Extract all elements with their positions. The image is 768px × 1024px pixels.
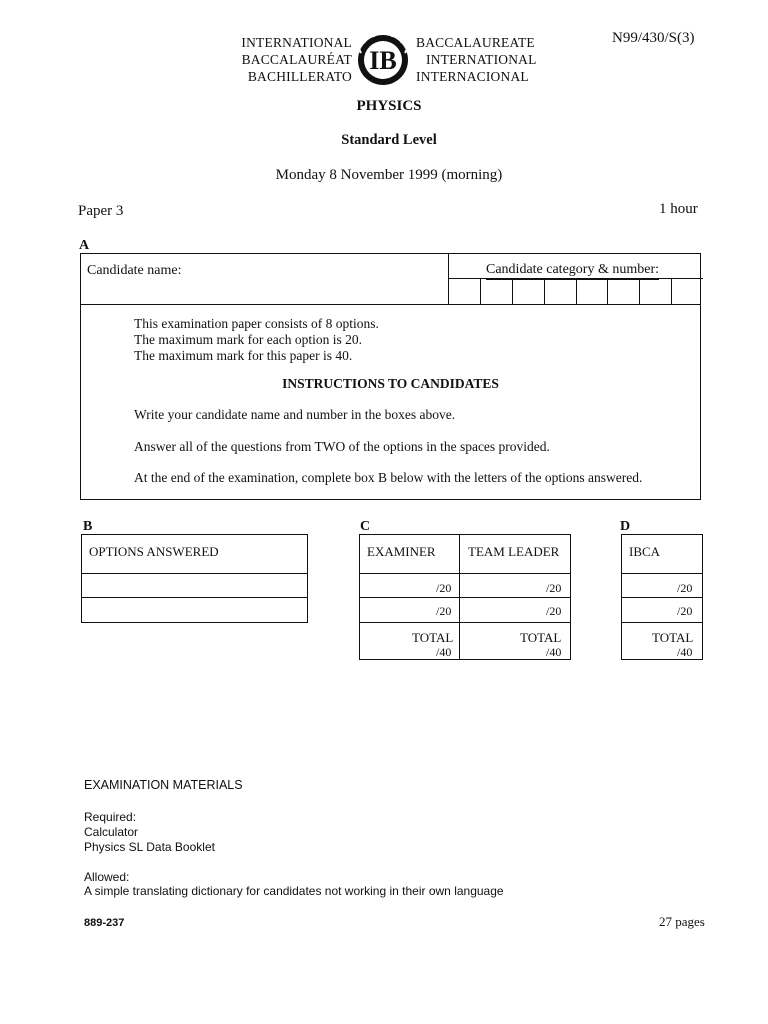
team-leader-total-mark: /40 [546, 645, 562, 659]
row-divider [360, 622, 570, 623]
info-line: This examination paper consists of 8 options. [134, 316, 379, 331]
required-label: Required: [84, 810, 137, 824]
team-leader-mark-2: /20 [546, 604, 562, 618]
required-item: Physics SL Data Booklet [84, 840, 215, 854]
examiner-total-label: TOTAL [412, 630, 454, 645]
ibca-header: IBCA [629, 544, 661, 559]
header-right-lines [416, 34, 546, 85]
header-right-line: BACCALAUREATE [416, 35, 535, 50]
section-c-letter: C [360, 519, 371, 534]
required-item: Calculator [84, 825, 139, 839]
header-right-line: INTERNATIONAL [426, 52, 537, 67]
header-left-line: BACCALAURÉAT [241, 52, 352, 67]
row-divider [622, 573, 702, 574]
row-divider [622, 597, 702, 598]
header-left-line: INTERNATIONAL [241, 35, 352, 50]
options-row-divider [82, 597, 307, 598]
paper-info [134, 316, 379, 364]
instructions-title: INSTRUCTIONS TO CANDIDATES [282, 376, 499, 391]
row-divider [360, 573, 570, 574]
header-left-line: BACHILLERATO [247, 69, 352, 84]
duration: 1 hour [659, 201, 698, 217]
options-answered-box [81, 534, 308, 623]
number-digit-box[interactable] [545, 279, 577, 305]
candidate-details-row [81, 254, 700, 305]
level: Standard Level [341, 132, 437, 148]
ibca-marks-box [621, 534, 703, 660]
subject-title: PHYSICS [356, 98, 422, 114]
team-leader-header: TEAM LEADER [468, 544, 560, 559]
paper-code: N99/430/S(3) [612, 30, 695, 46]
header-right-line: INTERNACIONAL [416, 69, 529, 84]
number-digit-box[interactable] [640, 279, 672, 305]
ibca-total-mark: /40 [677, 645, 693, 659]
allowed-item: A simple translating dictionary for candidates not working in their own language [84, 884, 504, 898]
number-digit-box[interactable] [449, 279, 481, 305]
section-d-letter: D [620, 519, 631, 534]
number-digit-box[interactable] [513, 279, 545, 305]
materials-heading: EXAMINATION MATERIALS [84, 778, 243, 792]
examiner-mark-2: /20 [436, 604, 452, 618]
candidate-name-label: Candidate name: [87, 263, 182, 278]
ibca-total-label: TOTAL [652, 630, 694, 645]
candidate-number-area [448, 254, 703, 304]
logo-text: IB [369, 46, 397, 75]
number-digit-box[interactable] [577, 279, 609, 305]
instruction-line: Answer all of the questions from TWO of the options in the spaces provided. [134, 439, 550, 454]
instruction-line: Write your candidate name and number in the boxes above. [134, 407, 456, 422]
examiner-total-mark: /40 [436, 645, 452, 659]
candidate-category-label: Candidate category & number: [486, 262, 659, 280]
candidate-box [80, 253, 701, 500]
document-code: 889-237 [84, 917, 125, 929]
ibca-mark-1: /20 [677, 581, 693, 595]
examiner-marks-box [359, 534, 571, 660]
exam-date: Monday 8 November 1999 (morning) [275, 167, 503, 183]
options-answered-header [82, 535, 307, 574]
team-leader-total-label: TOTAL [520, 630, 562, 645]
number-digit-box[interactable] [481, 279, 513, 305]
allowed-label: Allowed: [84, 870, 130, 884]
options-answered-label: OPTIONS ANSWERED [89, 544, 219, 559]
paper-number: Paper 3 [78, 203, 124, 219]
header-left-lines [228, 34, 352, 85]
section-b-letter: B [83, 519, 93, 534]
row-divider [360, 597, 570, 598]
instruction-line: At the end of the examination, complete box B below with the letters of the options answered. [134, 470, 643, 485]
number-digit-box[interactable] [672, 279, 703, 305]
ibca-mark-2: /20 [677, 604, 693, 618]
info-line: The maximum mark for this paper is 40. [134, 348, 353, 363]
info-line: The maximum mark for each option is 20. [134, 332, 362, 347]
examiner-mark-1: /20 [436, 581, 452, 595]
examiner-header: EXAMINER [367, 544, 436, 559]
candidate-number-boxes [449, 278, 703, 305]
row-divider [622, 622, 702, 623]
ib-logo [356, 33, 410, 87]
number-digit-box[interactable] [608, 279, 640, 305]
page-count: 27 pages [659, 914, 705, 929]
team-leader-mark-1: /20 [546, 581, 562, 595]
section-a-letter: A [79, 238, 90, 253]
